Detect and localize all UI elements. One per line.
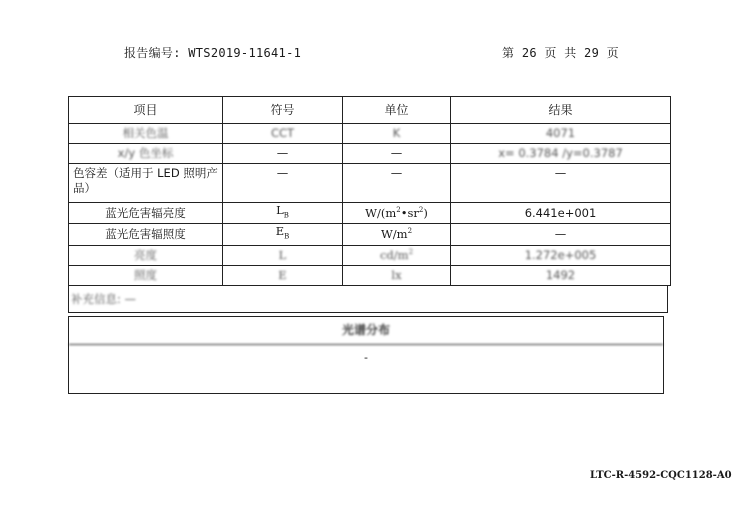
row-result: 6.441e+001 (451, 203, 671, 224)
row-unit: — (343, 164, 451, 203)
row-unit: $W/(m^2•sr^2)$ (343, 203, 451, 224)
row-item: 亮度 (69, 245, 223, 265)
results-table (68, 96, 671, 286)
row-symbol: $E_B$ (223, 224, 343, 245)
row-item: 照度 (69, 265, 223, 285)
table-row (69, 224, 671, 245)
row-symbol: — (223, 164, 343, 203)
row-item: 色容差（适用于 LED 照明产品） (69, 164, 223, 203)
row-item: x/y 色坐标 (69, 144, 223, 164)
row-result: x= 0.3784 /y=0.3787 (451, 144, 671, 164)
row-result: 1.272e+005 (451, 245, 671, 265)
table-row (69, 265, 671, 285)
header-unit: 单位 (343, 97, 451, 124)
table-row (69, 203, 671, 224)
table-row (69, 245, 671, 265)
row-unit: — (343, 144, 451, 164)
table-row (69, 164, 671, 203)
header-item: 项目 (69, 97, 223, 124)
spectral-distribution-body: - (364, 351, 368, 364)
row-item: 相关色温 (69, 124, 223, 144)
document-code: LTC-R-4592-CQC1128-A0 (590, 470, 732, 481)
spectral-distribution-title: 光谱分布 (69, 317, 663, 345)
row-unit: $W/m^2$ (343, 224, 451, 245)
header-result: 结果 (451, 97, 671, 124)
table-row (69, 144, 671, 164)
row-unit: lx (343, 265, 451, 285)
row-unit: $cd/m^2$ (343, 245, 451, 265)
row-result: 1492 (451, 265, 671, 285)
row-symbol: E (223, 265, 343, 285)
row-symbol: — (223, 144, 343, 164)
table-header-row (69, 97, 671, 124)
page-info: 第 26 页 共 29 页 (502, 46, 619, 60)
row-item: 蓝光危害辐照度 (69, 224, 223, 245)
supplementary-info: 补充信息: — (68, 285, 668, 313)
header-symbol: 符号 (223, 97, 343, 124)
spectral-distribution-section (68, 316, 664, 394)
row-symbol: L (223, 245, 343, 265)
report-number: 报告编号: WTS2019-11641-1 (124, 46, 302, 60)
table-row (69, 124, 671, 144)
row-result: — (451, 224, 671, 245)
row-item: 蓝光危害辐亮度 (69, 203, 223, 224)
row-symbol: CCT (223, 124, 343, 144)
row-result: — (451, 164, 671, 203)
row-result: 4071 (451, 124, 671, 144)
row-unit: K (343, 124, 451, 144)
row-symbol: $L_B$ (223, 203, 343, 224)
